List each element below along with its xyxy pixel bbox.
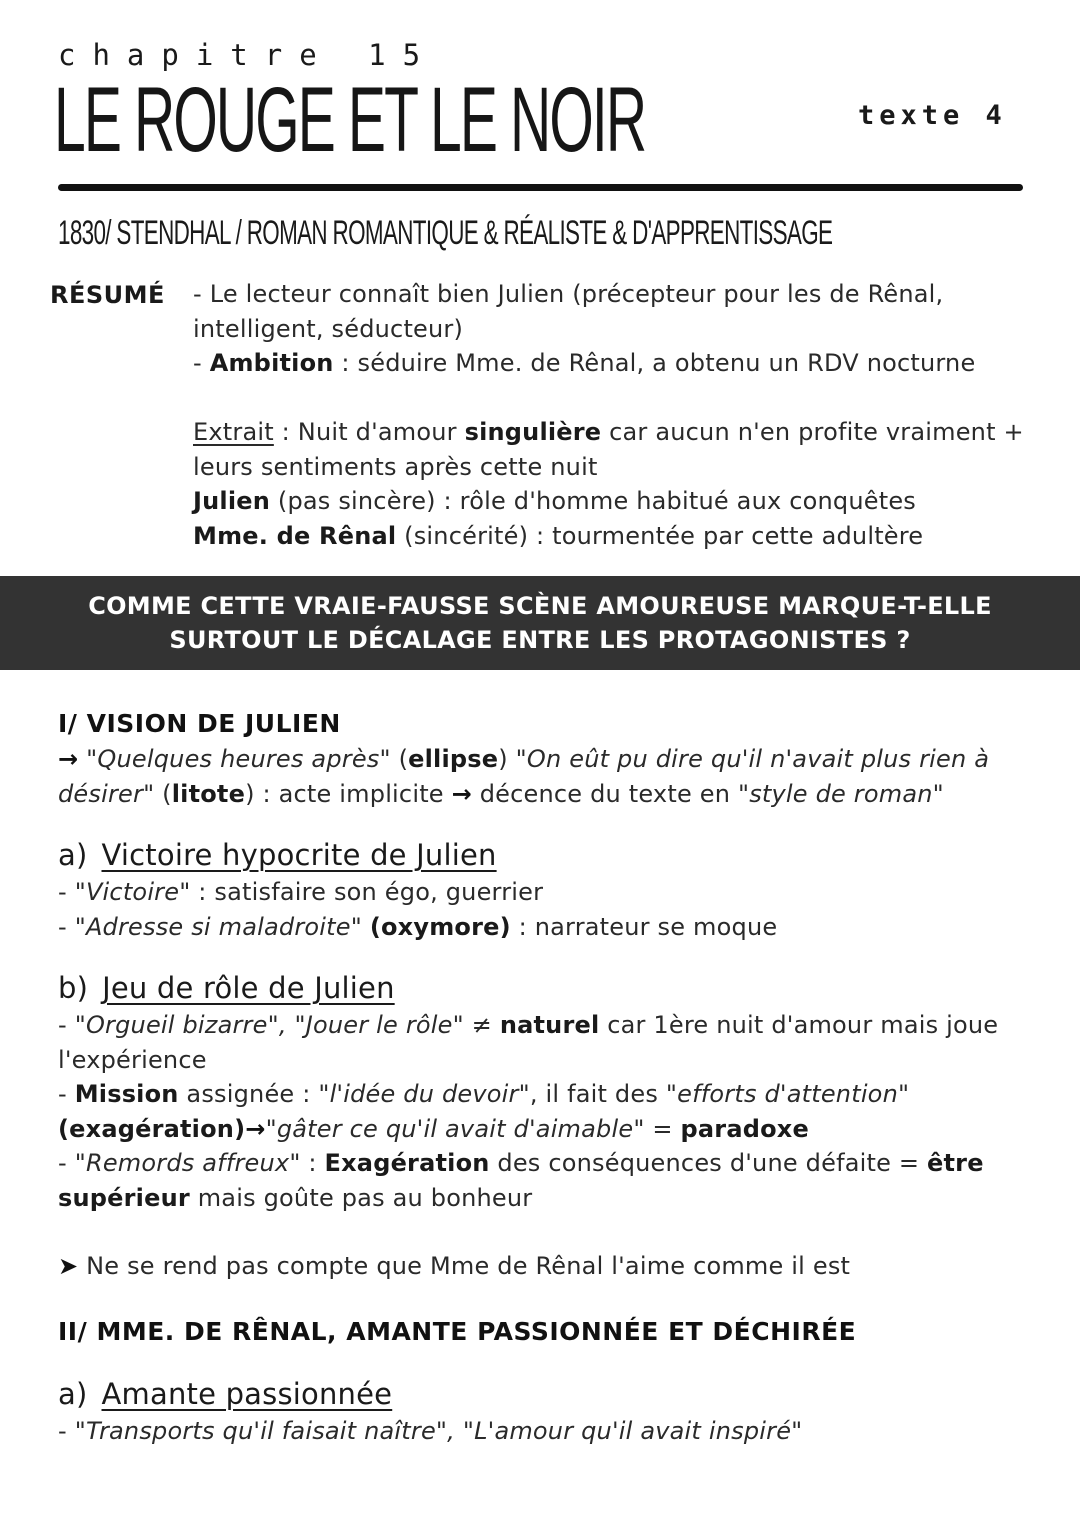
list-item: - "Victoire" : satisfaire son égo, guerrier	[58, 878, 544, 906]
julien-line	[193, 484, 1033, 519]
conclusion-text: Ne se rend pas compte que Mme de Rênal l'aime comme il est	[78, 1252, 851, 1280]
quote: "gâter ce qu'il avait d'aimable"	[265, 1114, 645, 1143]
quote: "On eût pu dire qu'il n'avait plus rien à désirer"	[58, 745, 990, 808]
text: (	[154, 779, 172, 808]
julien-name: Julien	[193, 487, 271, 515]
problematic-text: COMME CETTE VRAIE-FAUSSE SCÈNE AMOUREUSE MARQUE-T-ELLE SURTOUT LE DÉCALAGE ENTRE LES PROTAGONISTES ?	[88, 592, 992, 654]
list-item: - "Transports qu'il faisait naître", "L'amour qu'il avait inspiré"	[58, 1416, 803, 1445]
subsection-title: Jeu de rôle de Julien	[102, 971, 395, 1005]
resume-line-2	[193, 346, 1033, 381]
subsection-label: a)	[58, 838, 88, 872]
text: assignée :	[178, 1080, 319, 1108]
list-item: - Mission assignée : "l'idée du devoir", il fait des "efforts d'attention" (exagération)→"gâter ce qu'il avait d'aimable" = paradoxe	[58, 1077, 1033, 1146]
quote: "Victoire"	[74, 878, 191, 906]
page-title: LE ROUGE ET LE NOIR	[54, 69, 646, 171]
renal-text: (sincérité) : tourmentée par cette adultère	[396, 521, 924, 550]
ambition-term: Ambition	[209, 349, 334, 377]
quote: "style de roman"	[737, 779, 944, 808]
subsection-a-heading	[58, 1374, 1033, 1414]
extrait-text-a: : Nuit d'amour	[273, 418, 465, 446]
dash: -	[193, 349, 210, 377]
figure-ellipse: ellipse	[408, 745, 499, 773]
list-item: - "Remords affreux" : Exagération des conséquences d'une défaite = être supérieur mais goûte pas au bonheur	[58, 1149, 984, 1212]
keyword: naturel	[499, 1011, 600, 1039]
subsection-a-heading	[58, 835, 1033, 875]
quote: "Transports qu'il faisait naître", "L'amour qu'il avait inspiré"	[74, 1416, 803, 1445]
text: (	[390, 745, 409, 773]
subsection-label: a)	[58, 1376, 88, 1411]
arrow-right-icon: →	[245, 1114, 266, 1143]
text: des conséquences d'une défaite =	[489, 1149, 928, 1177]
keyword: (exagération)	[58, 1114, 246, 1143]
problematic-banner	[0, 576, 1080, 670]
text: : satisfaire son égo, guerrier	[190, 878, 544, 906]
quote: "Remords affreux"	[74, 1149, 301, 1177]
text: , il fait des	[529, 1080, 666, 1108]
quote: "Orgueil bizarre", "Jouer le rôle"	[74, 1011, 464, 1039]
quote: "efforts d'attention"	[665, 1080, 910, 1108]
arrow-right-icon: →	[451, 779, 472, 808]
extrait-bold: singulière	[464, 418, 602, 446]
resume-line-1: - Le lecteur connaît bien Julien (précepteur pour les de Rênal, intelligent, séducteur)	[193, 280, 944, 343]
keyword: être supérieur	[58, 1149, 984, 1212]
renal-line	[193, 519, 1033, 554]
quote: "Adresse si maladroite"	[74, 912, 362, 941]
renal-name: Mme. de Rênal	[193, 521, 397, 550]
subsection-title: Victoire hypocrite de Julien	[101, 838, 497, 872]
text: : narrateur se moque	[510, 912, 778, 941]
extrait-line	[193, 415, 1033, 484]
conclusion-line	[58, 1249, 1033, 1284]
text: )	[498, 745, 516, 773]
subsection-label: b)	[58, 971, 89, 1005]
arrowhead-icon: ➤	[58, 1252, 79, 1280]
extrait-label: Extrait	[193, 418, 274, 446]
text: =	[644, 1114, 681, 1143]
ambition-text: : séduire Mme. de Rênal, a obtenu un RDV nocturne	[333, 349, 976, 377]
work-metadata: 1830/ STENDHAL / ROMAN ROMANTIQUE & RÉALISTE & D'APPRENTISSAGE	[58, 214, 833, 252]
resume-block	[193, 277, 1033, 553]
keyword: Mission	[74, 1080, 179, 1108]
extrait-text-b: car aucun n'en profite vraiment + leurs sentiments après cette nuit	[193, 418, 1024, 481]
analysis-body	[58, 706, 1033, 1448]
part2-heading: II/ MME. DE RÊNAL, AMANTE PASSIONNÉE ET DÉCHIRÉE	[58, 1316, 857, 1346]
julien-text: (pas sincère) : rôle d'homme habitué aux conquêtes	[270, 487, 917, 515]
resume-label: RÉSUMÉ	[50, 281, 165, 309]
text: décence du texte en	[471, 779, 738, 808]
subsection-b-heading	[58, 968, 1033, 1008]
list-item: - "Orgueil bizarre", "Jouer le rôle" ≠ naturel car 1ère nuit d'amour mais joue l'expérience	[58, 1011, 999, 1074]
arrow-right-icon: →	[58, 745, 79, 773]
quote: "Quelques heures après"	[86, 745, 391, 773]
part1-intro	[58, 742, 1033, 811]
text: car 1ère nuit d'amour mais joue l'expérience	[58, 1011, 999, 1074]
keyword: Exagération	[324, 1149, 490, 1177]
text-number: texte 4	[858, 100, 1007, 131]
text: :	[300, 1149, 325, 1177]
header-divider	[58, 184, 1023, 191]
chapter-label: chapitre 15	[58, 38, 438, 72]
part1-heading: I/ VISION DE JULIEN	[58, 709, 341, 738]
figure-litote: litote	[171, 779, 246, 808]
figure-oxymore: (oxymore)	[369, 912, 511, 941]
list-item: - "Adresse si maladroite" (oxymore) : narrateur se moque	[58, 912, 778, 941]
not-equal-symbol: ≠	[463, 1011, 500, 1039]
quote: "l'idée du devoir"	[318, 1080, 530, 1108]
subsection-title: Amante passionnée	[101, 1376, 393, 1411]
text: mais goûte pas au bonheur	[189, 1183, 533, 1212]
keyword: paradoxe	[680, 1114, 809, 1143]
text: ) : acte implicite	[245, 779, 452, 808]
